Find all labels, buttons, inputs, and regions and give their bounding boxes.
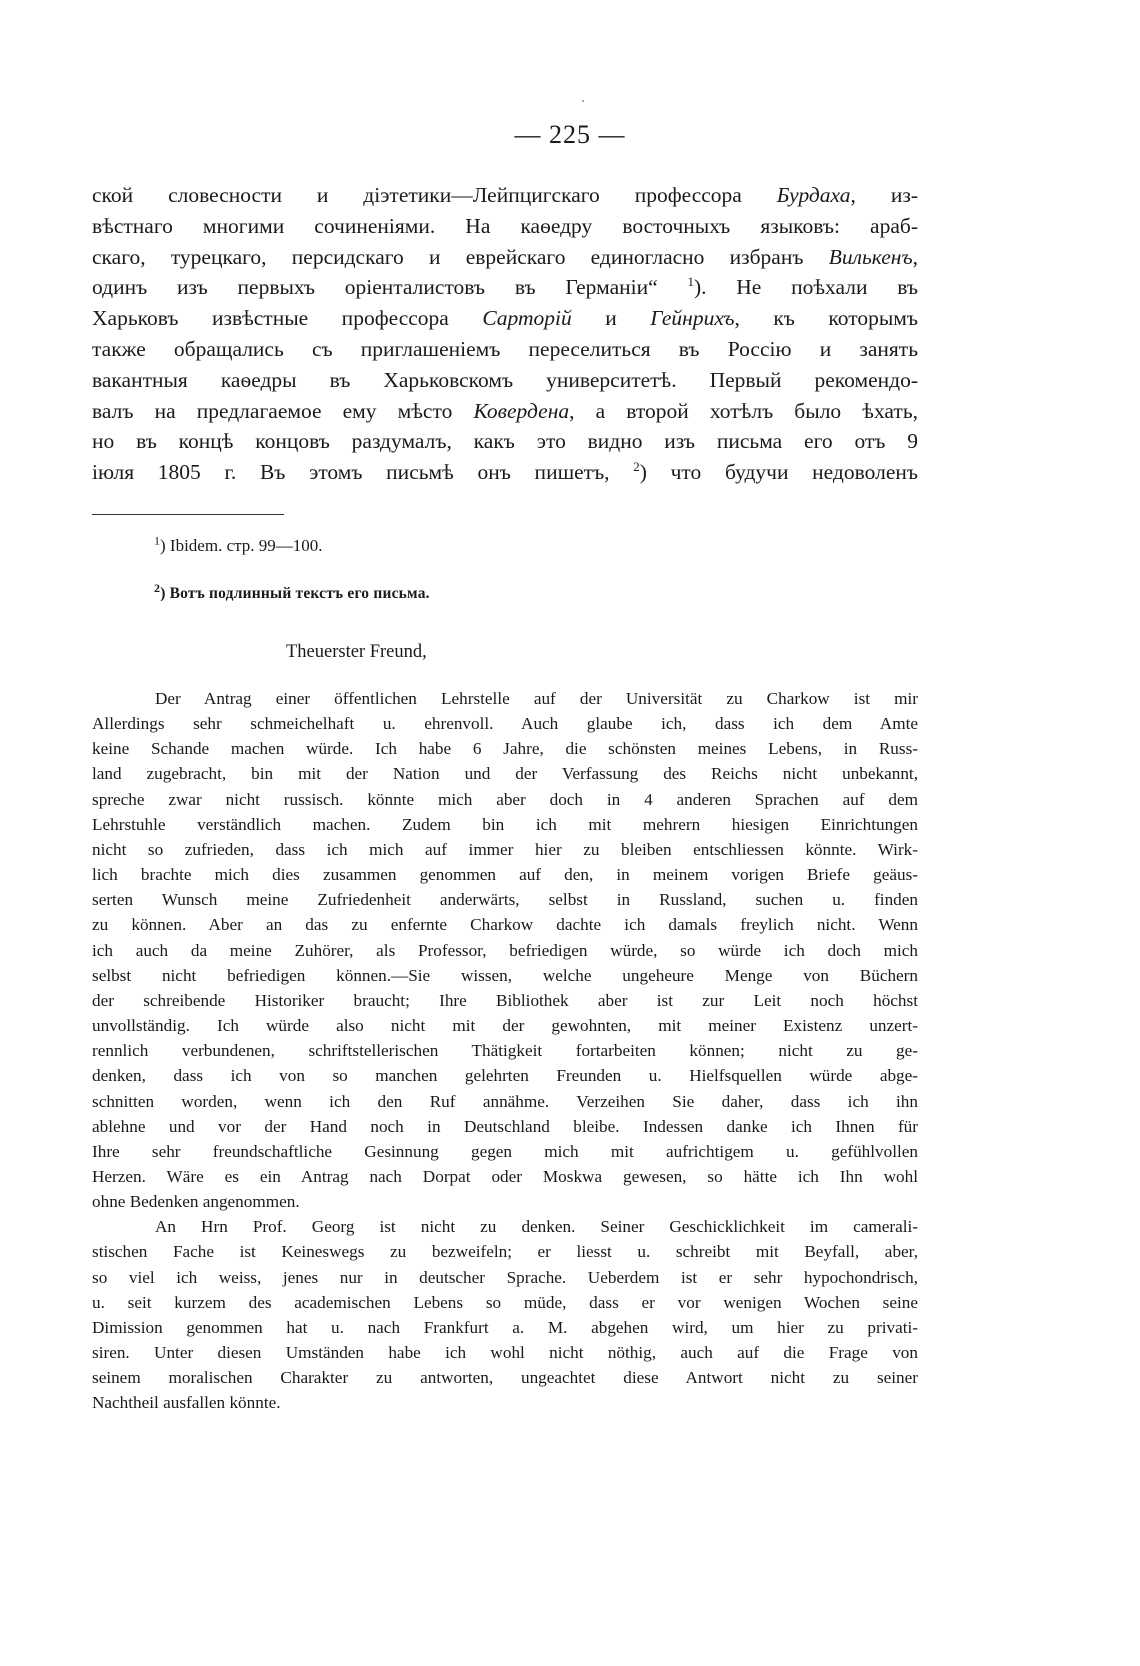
footnote-2 <box>154 580 430 605</box>
body-line: Харьковъ извѣстные профессора Сарторій и Гейнрихъ, къ которымъ <box>92 306 918 331</box>
footnote-divider <box>92 514 284 515</box>
letter-greeting: Theuerster Freund, <box>286 642 427 662</box>
letter-line: seinem moralischen Charakter zu antworten, ungeachtet diese Antwort nicht zu seiner <box>92 1368 918 1388</box>
letter-line: nicht so zufrieden, dass ich mich auf immer hier zu bleiben entschliessen könnte. Wirk- <box>92 839 918 859</box>
letter-body <box>92 686 918 1416</box>
body-line: одинъ изъ первыхъ оріенталистовъ въ Германіи“ $^1$). Не поѣхали въ <box>92 274 918 300</box>
letter-line: spreche zwar nicht russisch. könnte mich aber doch in 4 anderen Sprachen auf dem <box>92 789 918 809</box>
body-line: іюля 1805 г. Въ этомъ письмѣ онъ пишетъ, $^2$) что будучи недоволенъ <box>92 459 918 485</box>
letter-line: land zugebracht, bin mit der Nation und der Verfassung des Reichs nicht unbekannt, <box>92 764 918 784</box>
letter-line: lich brachte mich dies zusammen genommen auf den, in meinem vorigen Briefe geäus- <box>92 865 918 885</box>
letter-line: unvollständig. Ich würde also nicht mit der gewohnten, mit meiner Existenz unzert- <box>92 1016 918 1036</box>
footnote-text: ) Ibidem. стр. 99—100. <box>160 536 323 555</box>
main-body-text <box>92 180 918 488</box>
letter-line: siren. Unter diesen Umständen habe ich wohl nicht nöthig, auch auf die Frage von <box>92 1343 918 1363</box>
letter-line: Herzen. Wäre es ein Antrag nach Dorpat oder Moskwa gewesen, so hätte ich Ihn wohl <box>92 1166 918 1186</box>
print-speck <box>582 100 584 102</box>
footnote-text: ) Вотъ подлинный текстъ его письма. <box>160 585 430 602</box>
letter-line: so viel ich weiss, jenes nur in deutscher Sprache. Ueberdem ist er sehr hypochondrisch, <box>92 1267 918 1287</box>
letter-line: denken, dass ich von so manchen gelehrten Freunden u. Hielfsquellen würde abge- <box>92 1066 918 1086</box>
footnote-marker: 2 <box>154 580 161 595</box>
letter-line: Lehrstuhle verständlich machen. Zudem bin ich mit mehrern hiesigen Einrichtungen <box>92 814 918 834</box>
body-line: скаго, турецкаго, персидскаго и еврейскаго единогласно избранъ Вилькенъ, <box>92 244 918 269</box>
letter-line: Nachtheil ausfallen könnte. <box>92 1393 281 1413</box>
letter-line: Ihre sehr freundschaftliche Gesinnung gegen mich mit aufrichtigem u. gefühlvollen <box>92 1141 918 1161</box>
letter-line: ablehne und vor der Hand noch in Deutschland bleibe. Indessen danke ich Ihnen für <box>92 1116 918 1136</box>
letter-line: An Hrn Prof. Georg ist nicht zu denken. Seiner Geschicklichkeit im camerali- <box>155 1217 918 1237</box>
body-line: вѣстнаго многими сочиненіями. На каѳедру восточныхъ языковъ: араб- <box>92 213 918 238</box>
body-line: валъ на предлагаемое ему мѣсто Коверденa, а второй хотѣлъ было ѣхать, <box>92 398 918 423</box>
letter-line: selbst nicht befriedigen können.—Sie wissen, welche ungeheure Menge von Büchern <box>92 965 918 985</box>
letter-line: der schreibende Historiker braucht; Ihre Bibliothek aber ist zur Leit noch höchst <box>92 990 918 1010</box>
letter-line: zu können. Aber an das zu enfernte Charkow dachte ich damals freylich nicht. Wenn <box>92 915 918 935</box>
footnote-1 <box>154 535 323 557</box>
letter-line: Dimission genommen hat u. nach Frankfurt a. M. abgehen wird, um hier zu privati- <box>92 1317 918 1337</box>
body-line: но въ концѣ концовъ раздумалъ, какъ это видно изъ письма его отъ 9 <box>92 429 918 454</box>
letter-line: stischen Fache ist Keineswegs zu bezweifeln; er liesst u. schreibt mit Beyfall, aber, <box>92 1242 918 1262</box>
letter-line: rennlich verbundenen, schriftstellerischen Thätigkeit fortarbeiten können; nicht zu ge- <box>92 1041 918 1061</box>
body-line: вакантныя каѳедры въ Харьковскомъ университетѣ. Первый рекомендо- <box>92 367 918 392</box>
footnote-marker: 1 <box>154 533 160 548</box>
letter-line: keine Schande machen würde. Ich habe 6 Jahre, die schönsten meines Lebens, in Russ- <box>92 739 918 759</box>
letter-line: ich auch da meine Zuhörer, als Professor, befriedigen würde, so würde ich doch mich <box>92 940 918 960</box>
body-line: ской словесности и діэтетики—Лейпцигскаго профессора Бурдаха, из- <box>92 183 918 207</box>
letter-line: schnitten worden, wenn ich den Ruf annähme. Verzeihen Sie daher, dass ich ihn <box>92 1091 918 1111</box>
letter-line: ohne Bedenken angenommen. <box>92 1192 300 1212</box>
letter-line: u. seit kurzem des academischen Lebens so müde, dass er vor wenigen Wochen seine <box>92 1292 918 1312</box>
page-number: — 225 — <box>514 120 626 149</box>
letter-line: Allerdings sehr schmeichelhaft u. ehrenvoll. Auch glaube ich, dass ich dem Amte <box>92 714 918 734</box>
letter-line: serten Wunsch meine Zufriedenheit anderwärts, selbst in Russland, suchen u. finden <box>92 890 918 910</box>
body-line: также обращались съ приглашеніемъ переселиться въ Россію и занять <box>92 336 918 361</box>
letter-line: Der Antrag einer öffentlichen Lehrstelle auf der Universität zu Charkow ist mir <box>155 689 918 708</box>
